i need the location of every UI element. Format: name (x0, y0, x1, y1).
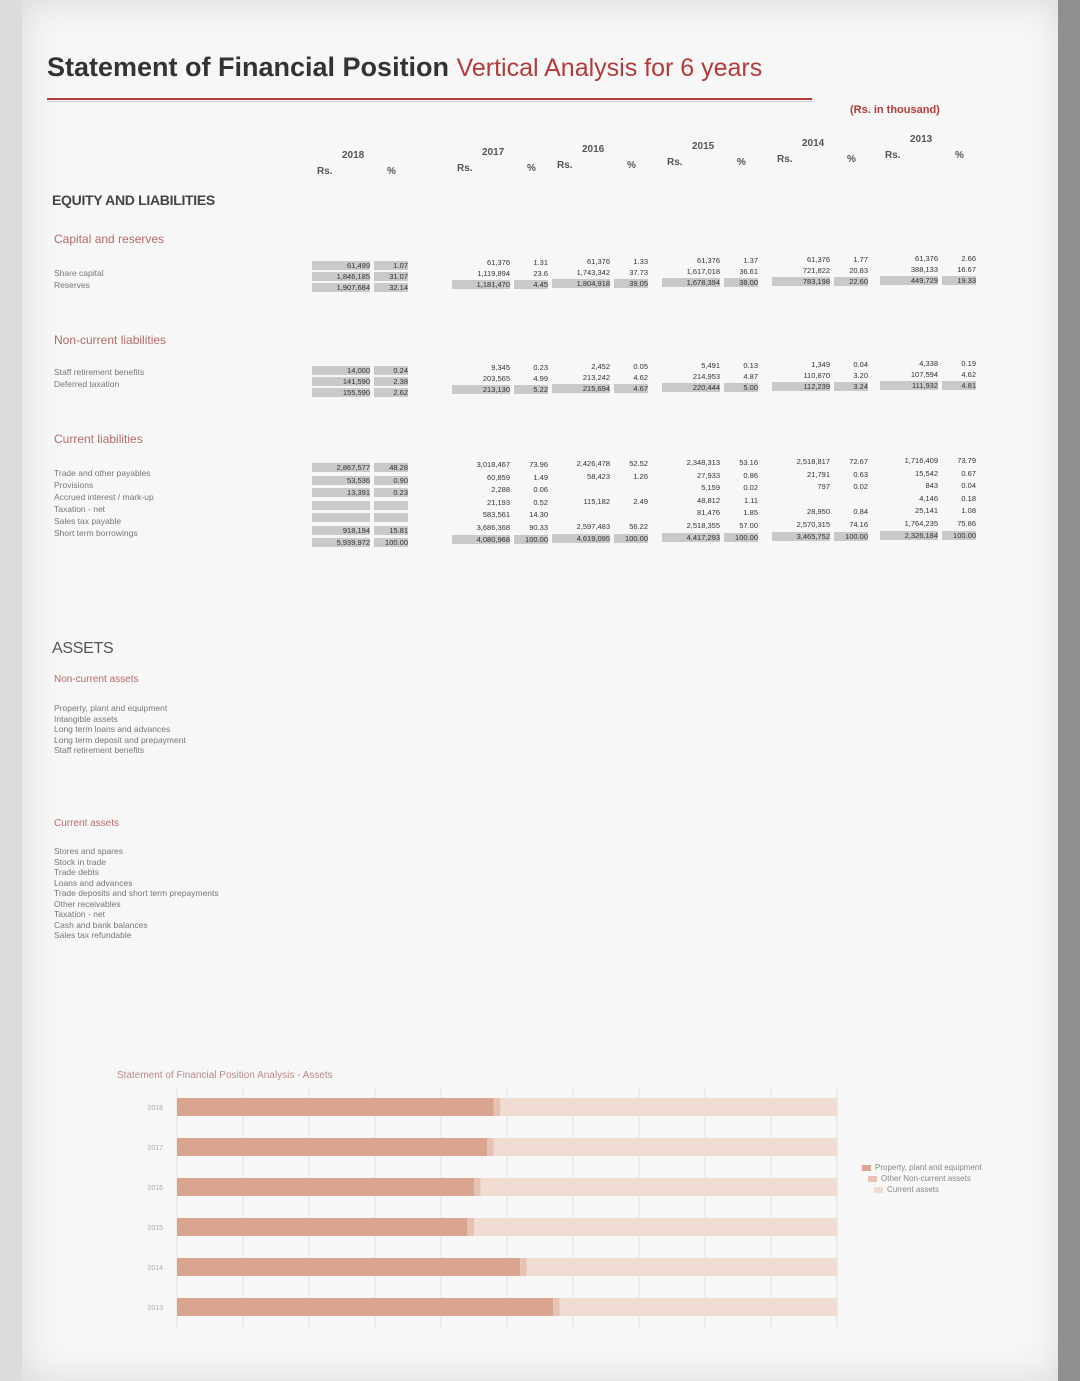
noncurrent-rs-1-2013: 107,594 (910, 370, 938, 379)
title-bold: Statement of Financial Position (47, 52, 450, 82)
current-pct-2-2017: 0.06 (533, 485, 548, 494)
chart-bar-2015-series-0 (177, 1218, 467, 1236)
col-rs-2015: Rs. (667, 157, 683, 168)
current-pct-1-2016: 1.26 (633, 471, 648, 481)
report-page (22, 0, 1062, 1381)
noncurrent-rs-2-2018: 155,590 (312, 388, 370, 397)
current-pct-3-2014 (834, 495, 868, 504)
capital-pct-2-2018: 32.14 (374, 283, 408, 292)
current-pct-5-2015: 57.00 (739, 520, 758, 530)
current-rs-5-2014: 2,570,315 (796, 519, 830, 529)
current-rs-1-2015: 27,933 (697, 470, 720, 480)
chart-bar-2017-series-2 (494, 1138, 837, 1156)
current-pct-3-2018 (374, 501, 408, 510)
chart-bar-2014-series-1 (520, 1258, 527, 1276)
noncurrent-liabilities-header: Non-current liabilities (54, 333, 167, 347)
current-pct-0-2016: 52.52 (629, 459, 648, 468)
legend-swatch-2 (874, 1187, 883, 1193)
current-rs-0-2014: 2,518,817 (796, 457, 830, 466)
current-rs-1-2014: 21,791 (807, 469, 830, 479)
current-rs-3-2015: 48,812 (697, 495, 720, 505)
capital-pct-0-2014: 1.77 (853, 255, 868, 264)
capital-rs-0-2018: 61,499 (312, 261, 370, 270)
chart-category-2017: 2017 (147, 1145, 163, 1152)
noncurrent-label-1: Deferred taxation (54, 379, 120, 389)
chart-bar-2018-series-1 (494, 1098, 501, 1116)
chart-bar-2016-series-2 (481, 1178, 837, 1196)
noncurrent-pct-0-2015: 0.13 (743, 361, 758, 370)
col-pct-2015: % (737, 157, 746, 168)
capital-pct-2-2017: 4.45 (514, 280, 548, 289)
chart-title: Statement of Financial Position Analysis - Assets (117, 1070, 333, 1081)
capital-rs-0-2017: 61,376 (487, 258, 510, 267)
current-pct-6-2016: 100.00 (614, 534, 648, 543)
current-rs-3-2018 (312, 501, 370, 510)
current-rs-4-2017: 583,561 (482, 510, 510, 519)
capital-pct-1-2017: 23.6 (533, 269, 548, 278)
current-rs-1-2017: 60,859 (487, 472, 510, 482)
col-rs-2013: Rs. (885, 150, 901, 161)
noncurrent-rs-2-2017: 213,130 (452, 385, 510, 394)
chart-bar-2014-series-0 (177, 1258, 520, 1276)
noncurrent-rs-0-2016: 2,452 (591, 362, 610, 371)
capital-pct-0-2013: 2.66 (961, 254, 976, 263)
chart-category-2016: 2016 (147, 1185, 163, 1192)
current-pct-1-2015: 0.86 (743, 470, 758, 480)
legend-item-1 (868, 1174, 971, 1183)
capital-pct-1-2013: 16.67 (957, 265, 976, 274)
noncurrent-pct-1-2014: 3.20 (853, 371, 868, 380)
current-pct-5-2013: 75.86 (957, 518, 976, 528)
capital-pct-1-2014: 20.83 (849, 266, 868, 275)
noncurrent-pct-1-2015: 4.87 (743, 372, 758, 381)
current-rs-2-2016 (552, 484, 610, 493)
noncurrent-pct-2-2013: 4.81 (942, 381, 976, 390)
current-rs-6-2014: 3,465,752 (772, 532, 830, 541)
current-rs-5-2017: 3,686,368 (476, 522, 510, 532)
noncurrent-rs-0-2017: 9,345 (491, 363, 510, 372)
current-label-0: Trade and other payables (54, 468, 151, 478)
capital-rs-1-2014: 721,822 (802, 266, 830, 275)
noncurrent-pct-0-2013: 0.19 (961, 359, 976, 368)
year-header-2018: 2018 (342, 150, 365, 161)
capital-rs-1-2017: 1,119,894 (477, 269, 510, 278)
assets-bar-chart (117, 1088, 877, 1338)
assets-header: ASSETS (52, 640, 114, 657)
current-pct-5-2016: 56.22 (629, 521, 648, 531)
capital-label-0: Share capital (54, 268, 104, 278)
capital-pct-2-2015: 38.00 (724, 278, 758, 287)
current-pct-0-2015: 53.16 (739, 458, 758, 467)
current-rs-5-2013: 1,764,235 (904, 518, 938, 528)
capital-reserves-header: Capital and reserves (54, 232, 165, 246)
chart-bar-2018-series-2 (500, 1098, 837, 1116)
noncurrent-asset-label-2: Long term loans and advances (54, 724, 171, 734)
noncurrent-pct-0-2016: 0.05 (633, 362, 648, 371)
noncurrent-rs-2-2015: 220,444 (662, 383, 720, 392)
capital-rs-0-2016: 61,376 (587, 257, 610, 266)
equity-liabilities-header: EQUITY AND LIABILITIES (52, 192, 215, 208)
current-rs-4-2015: 81,476 (697, 508, 720, 517)
noncurrent-label-0: Staff retirement benefits (54, 367, 145, 377)
noncurrent-pct-0-2017: 0.23 (533, 363, 548, 372)
chart-bar-2016-series-1 (474, 1178, 481, 1196)
current-label-4: Sales tax payable (54, 516, 122, 526)
units-note: (Rs. in thousand) (850, 104, 940, 116)
chart-category-2015: 2015 (147, 1225, 163, 1232)
noncurrent-rs-1-2016: 213,242 (582, 373, 610, 382)
current-rs-4-2018 (312, 513, 370, 522)
legend-swatch-0 (862, 1165, 871, 1171)
capital-pct-0-2016: 1.33 (633, 257, 648, 266)
noncurrent-rs-2-2013: 111,932 (880, 381, 938, 390)
current-pct-4-2017: 14.30 (529, 510, 548, 519)
current-asset-label-0: Stores and spares (54, 846, 123, 856)
chart-category-2018: 2018 (147, 1105, 163, 1112)
capital-rs-1-2015: 1,617,018 (686, 267, 720, 276)
col-rs-2017: Rs. (457, 163, 473, 174)
capital-pct-2-2013: 19.33 (942, 276, 976, 285)
noncurrent-pct-1-2017: 4.99 (533, 374, 548, 383)
current-rs-6-2016: 4,619,095 (552, 534, 610, 543)
noncurrent-rs-2-2016: 215,694 (552, 384, 610, 393)
chart-bar-2017-series-1 (487, 1138, 494, 1156)
current-pct-2-2013: 0.04 (961, 481, 976, 490)
col-rs-2016: Rs. (557, 160, 573, 171)
year-header-2014: 2014 (802, 138, 825, 149)
capital-pct-2-2014: 22.60 (834, 277, 868, 286)
capital-pct-1-2015: 36.61 (739, 267, 758, 276)
noncurrent-rs-2-2014: 112,239 (772, 382, 830, 391)
capital-rs-0-2014: 61,376 (807, 255, 830, 264)
current-asset-label-1: Stock in trade (54, 856, 106, 867)
current-asset-label-6: Taxation - net (54, 909, 106, 919)
year-header-2017: 2017 (482, 147, 505, 158)
current-pct-5-2018: 15.81 (374, 526, 408, 535)
current-pct-6-2018: 100.00 (374, 538, 408, 547)
current-pct-5-2017: 90.33 (529, 522, 548, 532)
chart-bar-2015-series-2 (474, 1218, 837, 1236)
noncurrent-rs-0-2018: 14,000 (312, 366, 370, 375)
current-pct-6-2015: 100.00 (724, 533, 758, 542)
current-asset-label-2: Trade debts (54, 867, 100, 877)
current-pct-4-2016 (614, 509, 648, 518)
current-pct-2-2014: 0.02 (853, 482, 868, 491)
col-pct-2016: % (627, 160, 636, 171)
capital-rs-2-2016: 1,804,918 (552, 279, 610, 288)
current-pct-2-2016 (614, 484, 648, 493)
noncurrent-pct-1-2016: 4.62 (633, 373, 648, 382)
current-asset-label-4: Trade deposits and short term prepayments (54, 888, 219, 898)
noncurrent-rs-0-2013: 4,338 (919, 359, 938, 368)
current-rs-1-2018: 53,536 (312, 476, 370, 485)
current-pct-3-2017: 0.52 (533, 497, 548, 507)
current-rs-6-2018: 5,939,972 (312, 538, 370, 547)
current-pct-0-2013: 73.79 (957, 456, 976, 465)
capital-pct-1-2016: 37.73 (629, 268, 648, 277)
noncurrent-pct-2-2017: 5.22 (514, 385, 548, 394)
current-rs-3-2016: 115,182 (583, 496, 610, 506)
current-asset-label-5: Other receivables (54, 898, 121, 909)
current-rs-1-2013: 15,542 (915, 468, 938, 478)
current-rs-0-2017: 3,018,467 (476, 460, 510, 469)
current-pct-3-2016: 2.49 (633, 496, 648, 506)
current-pct-3-2013: 0.18 (961, 493, 976, 503)
title-rule (47, 98, 812, 100)
current-label-1: Provisions (54, 480, 94, 490)
current-rs-4-2014: 28,950 (807, 507, 830, 516)
current-rs-5-2016: 2,597,483 (576, 521, 610, 531)
noncurrent-pct-1-2013: 4.62 (961, 370, 976, 379)
current-rs-5-2018: 918,194 (312, 526, 370, 535)
capital-rs-0-2015: 61,376 (697, 256, 720, 265)
current-rs-4-2016 (552, 509, 610, 518)
noncurrent-rs-1-2017: 203,565 (482, 374, 510, 383)
current-rs-3-2013: 4,146 (919, 493, 938, 503)
col-rs-2014: Rs. (777, 154, 793, 165)
noncurrent-rs-1-2014: 110,870 (803, 371, 830, 380)
current-asset-label-7: Cash and bank balances (54, 919, 148, 930)
current-rs-1-2016: 58,423 (587, 471, 610, 481)
current-rs-4-2013: 25,141 (915, 506, 938, 515)
noncurrent-pct-2-2014: 3.24 (834, 382, 868, 391)
col-pct-2018: % (387, 166, 396, 177)
capital-rs-2-2017: 1,181,470 (452, 280, 510, 289)
capital-rs-2-2015: 1,678,394 (662, 278, 720, 287)
noncurrent-rs-1-2018: 141,590 (312, 377, 370, 386)
chart-bar-2013-series-2 (560, 1298, 837, 1316)
capital-rs-2-2018: 1,907,684 (312, 283, 370, 292)
chart-bar-2013-series-0 (177, 1298, 553, 1316)
capital-rs-0-2013: 61,376 (915, 254, 938, 263)
current-rs-2-2017: 2,288 (491, 485, 510, 494)
current-pct-4-2015: 1.85 (743, 508, 758, 517)
page-edge (1058, 0, 1080, 1381)
capital-rs-1-2018: 1,846,185 (312, 272, 370, 281)
page-title (47, 52, 762, 83)
current-asset-label-8: Sales tax refundable (54, 930, 132, 940)
current-rs-5-2015: 2,518,355 (686, 520, 720, 530)
capital-pct-0-2017: 1.31 (533, 258, 548, 267)
chart-bar-2015-series-1 (467, 1218, 474, 1236)
current-pct-2-2015: 0.02 (743, 483, 758, 492)
current-pct-4-2018 (374, 513, 408, 522)
noncurrent-pct-2-2016: 4.67 (614, 384, 648, 393)
noncurrent-asset-label-4: Staff retirement benefits (54, 745, 145, 755)
current-pct-1-2014: 0.63 (853, 469, 868, 479)
noncurrent-pct-2-2018: 2.62 (374, 388, 408, 397)
chart-bar-2018-series-0 (177, 1098, 494, 1116)
current-rs-6-2017: 4,080,968 (452, 535, 510, 544)
noncurrent-rs-0-2015: 5,491 (701, 361, 720, 370)
title-rule-secondary (47, 101, 812, 102)
current-liabilities-header: Current liabilities (54, 432, 143, 446)
capital-rs-1-2016: 1,743,342 (576, 268, 610, 277)
current-pct-0-2014: 72.67 (849, 457, 868, 466)
current-pct-6-2014: 100.00 (834, 532, 868, 541)
noncurrent-pct-0-2018: 0.24 (374, 366, 408, 375)
capital-rs-2-2013: 449,729 (880, 276, 938, 285)
current-pct-1-2018: 0.90 (374, 476, 408, 485)
noncurrent-pct-0-2014: 0.04 (853, 360, 868, 369)
capital-pct-0-2018: 1.07 (374, 261, 408, 270)
current-assets-header: Current assets (54, 818, 120, 829)
noncurrent-rs-0-2014: 1,349 (811, 360, 830, 369)
capital-pct-1-2018: 31.07 (374, 272, 408, 281)
current-rs-0-2016: 2,426,478 (576, 459, 610, 468)
current-pct-0-2018: 48.28 (374, 463, 408, 472)
current-pct-6-2013: 100.00 (942, 531, 976, 540)
current-rs-3-2017: 21,193 (487, 497, 510, 507)
legend-swatch-1 (868, 1176, 877, 1182)
noncurrent-assets-header: Non-current assets (54, 674, 139, 685)
chart-bar-2014-series-2 (527, 1258, 837, 1276)
legend-label-2: Current assets (887, 1185, 940, 1194)
current-pct-1-2013: 0.67 (961, 468, 976, 478)
current-rs-2-2014: 797 (817, 482, 830, 491)
capital-pct-2-2016: 39.05 (614, 279, 648, 288)
current-label-2: Accrued interest / mark-up (54, 492, 154, 502)
noncurrent-pct-1-2018: 2.38 (374, 377, 408, 386)
noncurrent-asset-label-3: Long term deposit and prepayment (54, 734, 186, 745)
current-rs-0-2018: 2,867,577 (312, 463, 370, 472)
noncurrent-asset-label-1: Intangible assets (54, 713, 118, 724)
noncurrent-pct-2-2015: 5.00 (724, 383, 758, 392)
current-rs-0-2013: 1,716,409 (904, 456, 938, 465)
chart-category-2014: 2014 (147, 1265, 163, 1272)
current-pct-4-2014: 0.84 (853, 507, 868, 516)
current-rs-0-2015: 2,348,313 (686, 458, 720, 467)
current-pct-6-2017: 100.00 (514, 535, 548, 544)
current-rs-2-2013: 843 (925, 481, 938, 490)
year-header-2015: 2015 (692, 141, 715, 152)
current-label-5: Short term borrowings (54, 528, 138, 538)
current-pct-5-2014: 74.16 (849, 519, 868, 529)
legend-label-1: Other Non-current assets (881, 1174, 971, 1183)
capital-label-1: Reserves (54, 280, 90, 290)
current-rs-3-2014 (772, 495, 830, 504)
year-header-2016: 2016 (582, 144, 605, 155)
col-pct-2014: % (847, 154, 856, 165)
capital-pct-0-2015: 1.37 (743, 256, 758, 265)
current-pct-1-2017: 1.49 (533, 472, 548, 482)
current-pct-3-2015: 1.11 (743, 495, 758, 505)
col-pct-2017: % (527, 163, 536, 174)
legend-label-0: Property, plant and equipment (875, 1163, 982, 1172)
title-light: Vertical Analysis for 6 years (456, 54, 763, 82)
current-label-3: Taxation - net (54, 504, 106, 514)
capital-rs-2-2014: 783,198 (772, 277, 830, 286)
current-rs-6-2015: 4,417,293 (662, 533, 720, 542)
current-rs-2-2015: 5,159 (701, 483, 720, 492)
year-header-2013: 2013 (910, 134, 933, 145)
col-pct-2013: % (955, 150, 964, 161)
current-pct-2-2018: 0.23 (374, 488, 408, 497)
noncurrent-rs-1-2015: 214,953 (692, 372, 720, 381)
chart-bar-2016-series-0 (177, 1178, 474, 1196)
current-rs-2-2018: 13,391 (312, 488, 370, 497)
capital-rs-1-2013: 388,133 (910, 265, 938, 274)
current-pct-0-2017: 73.96 (529, 460, 548, 469)
col-rs-2018: Rs. (317, 166, 333, 177)
chart-bar-2017-series-0 (177, 1138, 487, 1156)
noncurrent-asset-label-0: Property, plant and equipment (54, 703, 168, 713)
chart-bar-2013-series-1 (553, 1298, 560, 1316)
current-asset-label-3: Loans and advances (54, 877, 133, 888)
current-pct-4-2013: 1.08 (961, 506, 976, 515)
chart-category-2013: 2013 (147, 1305, 163, 1312)
current-rs-6-2013: 2,326,184 (880, 531, 938, 540)
legend-item-0 (862, 1163, 982, 1172)
legend-item-2 (874, 1185, 939, 1194)
